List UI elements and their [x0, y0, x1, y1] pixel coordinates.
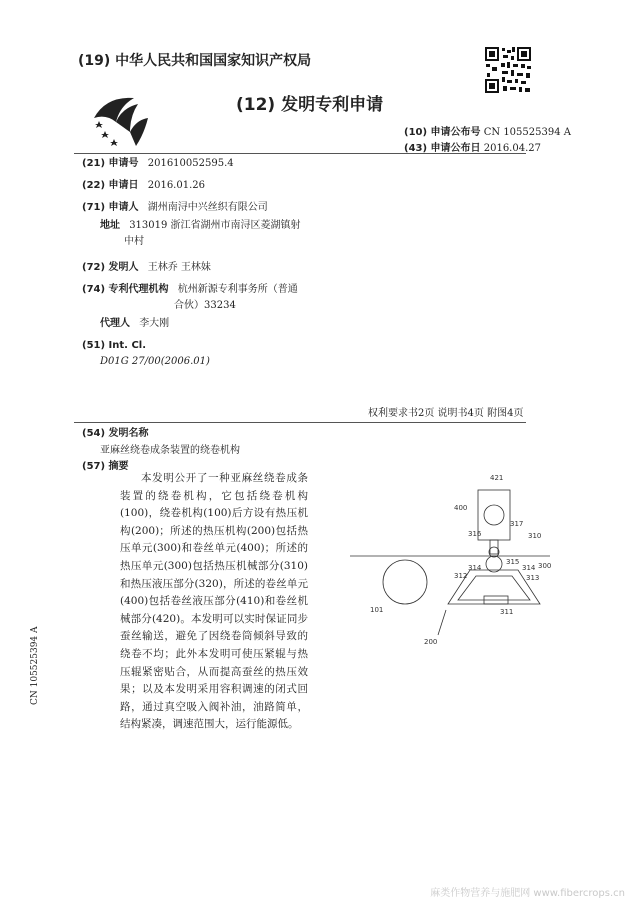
- label-313: 313: [526, 574, 540, 582]
- publication-number: CN 105525394 A: [483, 127, 571, 138]
- label-311: 311: [500, 608, 514, 616]
- int-cl-row: [82, 338, 146, 354]
- label-314a: 314: [468, 564, 482, 572]
- application-number: 201610052595.4: [147, 158, 234, 169]
- inventors: 王林乔 王林妹: [147, 262, 211, 273]
- inventor-label: (72) 发明人: [82, 262, 139, 273]
- authority-title: (19) 中华人民共和国国家知识产权局: [78, 53, 312, 69]
- applicant-row: [82, 200, 268, 216]
- roller-421: [484, 505, 504, 525]
- abstract-label: (57) 摘要: [82, 461, 129, 472]
- agent-label: 代理人: [100, 318, 130, 329]
- int-cl-code: D01G 27/00(2006.01): [100, 356, 210, 367]
- applicant-label: (71) 申请人: [82, 202, 139, 213]
- publication-number-row: [404, 123, 571, 138]
- applicant: 湖州南浔中兴丝织有限公司: [147, 202, 268, 213]
- address-label: 地址: [100, 220, 120, 231]
- title-label: (54) 发明名称: [82, 428, 149, 439]
- document-type: (12) 发明专利申请: [236, 95, 384, 115]
- address-row: [100, 218, 301, 234]
- publication-number-label: (10) 申请公布号: [404, 127, 481, 138]
- application-date-label: (22) 申请日: [82, 180, 139, 191]
- application-number-label: (21) 申请号: [82, 158, 139, 169]
- label-317: 317: [510, 520, 524, 528]
- unit-400-box: [478, 490, 510, 540]
- label-316: 316: [468, 530, 482, 538]
- label-312: 312: [454, 572, 468, 580]
- label-315: 315: [506, 558, 520, 566]
- header-rule: [74, 153, 526, 154]
- application-date: 2016.01.26: [147, 180, 205, 191]
- label-421: 421: [490, 474, 504, 482]
- label-300: 300: [538, 562, 552, 570]
- agency-label: (74) 专利代理机构: [82, 284, 169, 295]
- invention-title: 亚麻丝绕卷成条装置的绕卷机构: [100, 445, 240, 456]
- int-cl-label: (51) Int. Cl.: [82, 340, 147, 351]
- cnipa-emblem: [86, 88, 156, 156]
- label-400: 400: [454, 504, 468, 512]
- side-publication-number: CN 105525394 A: [30, 626, 40, 705]
- agent: 李大刚: [139, 318, 170, 329]
- publication-date-label: (43) 申请公布日: [404, 143, 481, 154]
- agency-row: [82, 282, 298, 298]
- address-line-1: 313019 浙江省湖州市南浔区菱湖镇射: [129, 220, 301, 231]
- abstract-text: 本发明公开了一种亚麻丝绕卷成条装置的绕卷机构，它包括绕卷机构(100)，绕卷机构(100)后方设有热压机构(200)；所述的热压机构(200)包括热压单元(300)和卷丝单元(400)；所述的热压单元(300)包括热压机械部分(310)和热压液压部分(320)，所述的卷丝单元(400)包括卷丝液压部分(410)和卷丝机械部分(420)。本发明可以实时保证同步蚕丝输送，避免了因绕卷筒倾斜导致的绕卷不均；此外本发明可使压紧辊与热压辊紧密贴合，从而提高蚕丝的热压效果；以及本发明采用容积调速的闭式回路，通过真空吸入阀补油，油路简单，结构紧凑，调速范围大，运行能源低。: [120, 472, 308, 731]
- label-200: 200: [424, 638, 438, 646]
- qr-code: [484, 46, 532, 94]
- label-314b: 314: [522, 564, 536, 572]
- publication-date: 2016.04.27: [483, 143, 541, 154]
- agent-row: [100, 316, 169, 332]
- inventor-row: [82, 260, 211, 276]
- drawing-labels: [370, 474, 551, 646]
- application-number-row: [82, 156, 234, 172]
- frame-inner: [458, 576, 530, 600]
- publication-date-row: [404, 139, 541, 154]
- press-roller: [486, 556, 502, 572]
- address-line-2: 中村: [124, 236, 144, 247]
- label-101: 101: [370, 606, 384, 614]
- label-310: 310: [528, 532, 542, 540]
- agency-line-1: 杭州新源专利事务所（普通: [177, 284, 298, 295]
- abstract-drawing: [350, 460, 550, 645]
- leader-200: [438, 610, 446, 635]
- application-date-row: [82, 178, 205, 194]
- agency-line-2: 合伙）33234: [174, 300, 236, 311]
- watermark: 麻类作物营养与施肥网 www.fibercrops.cn: [430, 888, 625, 899]
- roller-315: [489, 547, 499, 557]
- section-rule: [74, 422, 526, 423]
- roller-101: [383, 560, 427, 604]
- page-counts: 权利要求书2页 说明书4页 附图4页: [368, 408, 524, 419]
